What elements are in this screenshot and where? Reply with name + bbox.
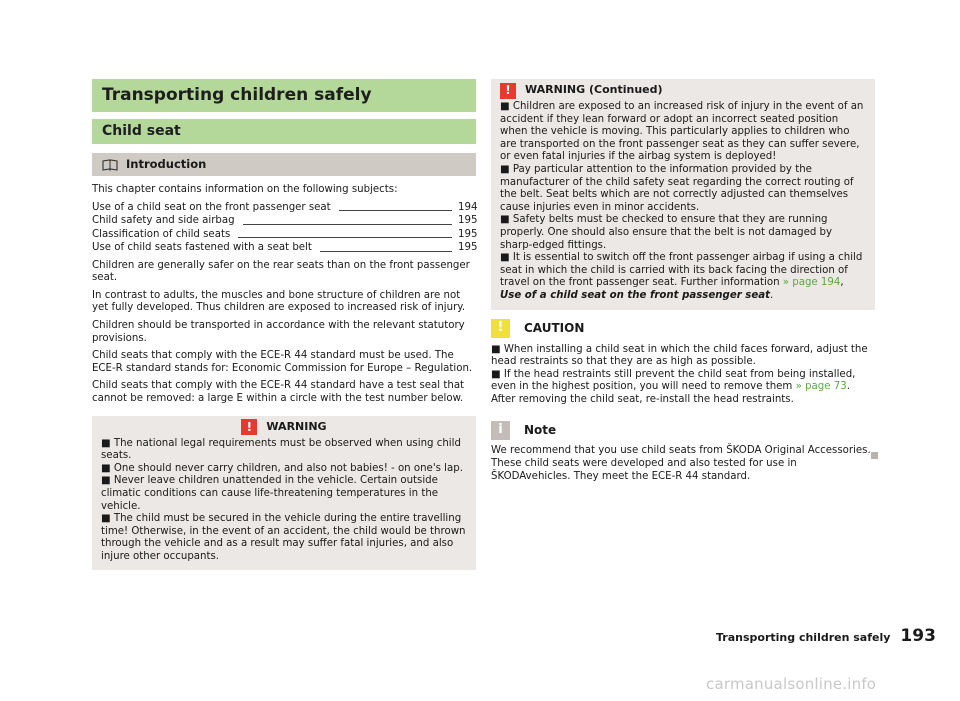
warning-continued-header <box>500 83 866 98</box>
warning-item: ■ It is essential to switch off the front passenger airbag if using a child seat in which the child is carried with its back facing the direction of travel on the front passenger seat. Further information » page 194, Use of a child seat on the front passenger seat. <box>500 252 863 301</box>
exclamation-icon: ! <box>491 319 510 338</box>
warning-item: ■ The national legal requirements must be observed when using child seats. <box>101 437 461 462</box>
right-column <box>491 79 875 483</box>
page-link[interactable]: » page 73 <box>795 381 847 393</box>
warning-item: ■ Never leave children unattended in the vehicle. Certain outside climatic conditions can cause life-threatening temperatures in the vehicle. <box>101 475 439 512</box>
body-paragraph: In contrast to adults, the muscles and bone structure of children are not yet fully developed. Thus children are exposed to increased risk of injury. <box>92 289 466 314</box>
caution-body <box>491 344 875 407</box>
footer-title: Transporting children safely <box>716 631 891 644</box>
body-paragraph: Child seats that comply with the ECE-R 44 standard must be used. The ECE-R standard stands for: Economic Commission for Europe – Regulation. <box>92 350 473 374</box>
warning-box <box>92 416 476 571</box>
intro-heading: Introduction <box>126 157 207 172</box>
warning-item: ■ The child must be secured in the vehicle during the entire travelling time! Otherwise, in the event of an accident, the child would be thrown through the vehicle and as a result may suffer fatal injuries, and also injure other occupants. <box>101 513 466 562</box>
warning-item: ■ Safety belts must be checked to ensure that they are running properly. One should also ensure that the belt is not damaged by sharp-edged fittings. <box>500 214 833 251</box>
section-title: Child seat <box>92 119 476 144</box>
note-text: We recommend that you use child seats from ŠKODA Original Accessories. These child seats were developed and also tested for use in ŠKODAvehicles. They meet the ECE-R 44 standard. <box>491 445 871 482</box>
intro-text: This chapter contains information on the following subjects: <box>92 184 398 195</box>
exclamation-icon: ! <box>241 419 257 435</box>
note-label: Note <box>524 423 557 438</box>
toc-list <box>92 201 476 255</box>
page-link[interactable]: » page 194 <box>782 277 841 289</box>
warning-label: WARNING <box>266 419 327 433</box>
warning-item: ■ One should never carry children, and also not babies! - on one's lap. <box>101 462 463 474</box>
caution-label: CAUTION <box>524 321 585 336</box>
warning-continued-label: WARNING (Continued) <box>525 83 663 97</box>
exclamation-icon: ! <box>500 83 516 99</box>
watermark: carmanualsonline.info <box>706 675 877 693</box>
page-footer <box>716 626 940 646</box>
note-header <box>491 420 875 440</box>
toc-item[interactable]: Use of a child seat on the front passenger seat 194 <box>92 201 478 213</box>
body-paragraph: Children should be transported in accordance with the relevant statutory provisions. <box>92 319 465 344</box>
warning-continued-box <box>491 79 875 310</box>
toc-item[interactable]: Use of child seats fastened with a seat belt 195 <box>92 242 478 253</box>
cross-reference: Use of a child seat on the front passenger seat <box>500 289 771 301</box>
body-paragraph: Children are generally safer on the rear seats than on the front passenger seat. <box>92 259 470 284</box>
left-column <box>92 79 476 570</box>
chapter-title: Transporting children safely <box>92 79 476 112</box>
page-number: 193 <box>896 626 940 646</box>
toc-item[interactable]: Classification of child seats 195 <box>92 228 478 240</box>
caution-header <box>491 319 875 339</box>
caution-item: ■ If the head restraints still prevent the child seat from being installed, even in the highest position, you will need to remove them » page 73. After removing the child seat, re-install the head restraints. <box>491 368 856 405</box>
end-of-section-mark <box>871 452 878 459</box>
intro-heading-bar <box>92 153 476 176</box>
toc-item[interactable]: Child safety and side airbag 195 <box>92 215 478 226</box>
info-icon: i <box>491 421 510 440</box>
warning-header <box>101 420 467 435</box>
body-paragraph: Child seats that comply with the ECE-R 44 standard have a test seal that cannot be removed: a large E within a circle with the test number below. <box>92 380 465 404</box>
note-body <box>491 445 875 483</box>
warning-item: ■ Children are exposed to an increased risk of injury in the event of an accident if they lean forward or adopt an incorrect seated position when the vehicle is moving. This particularly applies to children who are transported on the front passenger seat as they can suffer severe, or even fatal injuries if the airbag system is deployed! <box>500 101 864 163</box>
book-icon <box>102 159 118 171</box>
caution-item: ■ When installing a child seat in which the child faces forward, adjust the head restraints so that they are as high as possible. <box>491 343 868 368</box>
warning-item: ■ Pay particular attention to the information provided by the manufacturer of the child safety seat regarding the correct routing of the belt. Seat belts which are not correctly adjusted can themselves cause injuries even in minor accidents. <box>500 163 854 213</box>
